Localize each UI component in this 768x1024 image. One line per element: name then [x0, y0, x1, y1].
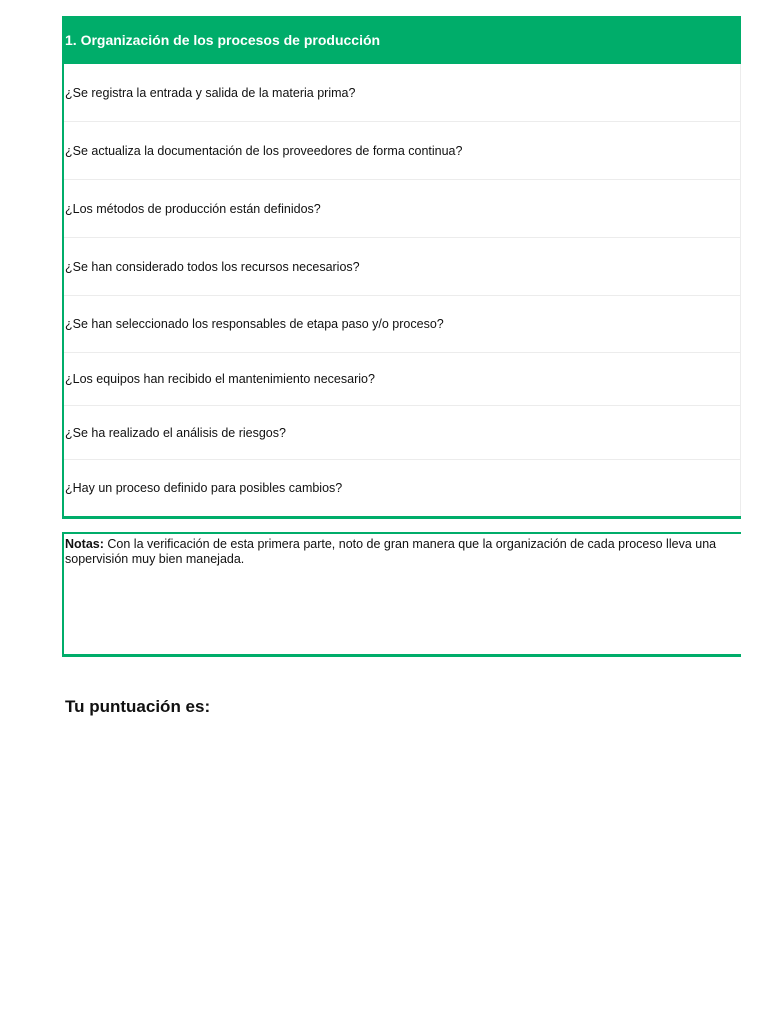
section-header	[62, 16, 741, 64]
question-text: ¿Se han seleccionado los responsables de etapa paso y/o proceso?	[65, 317, 444, 331]
question-text: ¿Los métodos de producción están definidos?	[65, 201, 321, 216]
question-text: ¿Hay un proceso definido para posibles cambios?	[65, 481, 343, 495]
question-row	[64, 353, 741, 406]
notes-text: Con la verificación de esta primera parte, noto de gran manera que la organización de cada proceso lleva una sopervisión muy bien manejada.	[65, 537, 717, 566]
question-row	[64, 238, 741, 296]
section-title: 1. Organización de los procesos de producción	[65, 32, 381, 48]
score-label: Tu puntuación es:	[65, 697, 211, 716]
question-row	[64, 296, 741, 353]
question-text: ¿Se han considerado todos los recursos necesarios?	[65, 259, 360, 274]
question-row	[64, 64, 741, 122]
question-text: ¿Los equipos han recibido el mantenimiento necesario?	[65, 372, 375, 386]
question-row	[64, 460, 741, 516]
question-text: ¿Se ha realizado el análisis de riesgos?	[65, 425, 286, 440]
notes-label: Notas:	[65, 537, 104, 551]
question-text: ¿Se actualiza la documentación de los proveedores de forma continua?	[65, 143, 463, 158]
question-row	[64, 122, 741, 180]
question-text: ¿Se registra la entrada y salida de la materia prima?	[65, 85, 356, 100]
notes-box[interactable]	[62, 532, 741, 657]
question-row	[64, 180, 741, 238]
question-row	[64, 406, 741, 460]
checklist-sheet	[62, 16, 741, 519]
questions-list	[62, 64, 741, 519]
